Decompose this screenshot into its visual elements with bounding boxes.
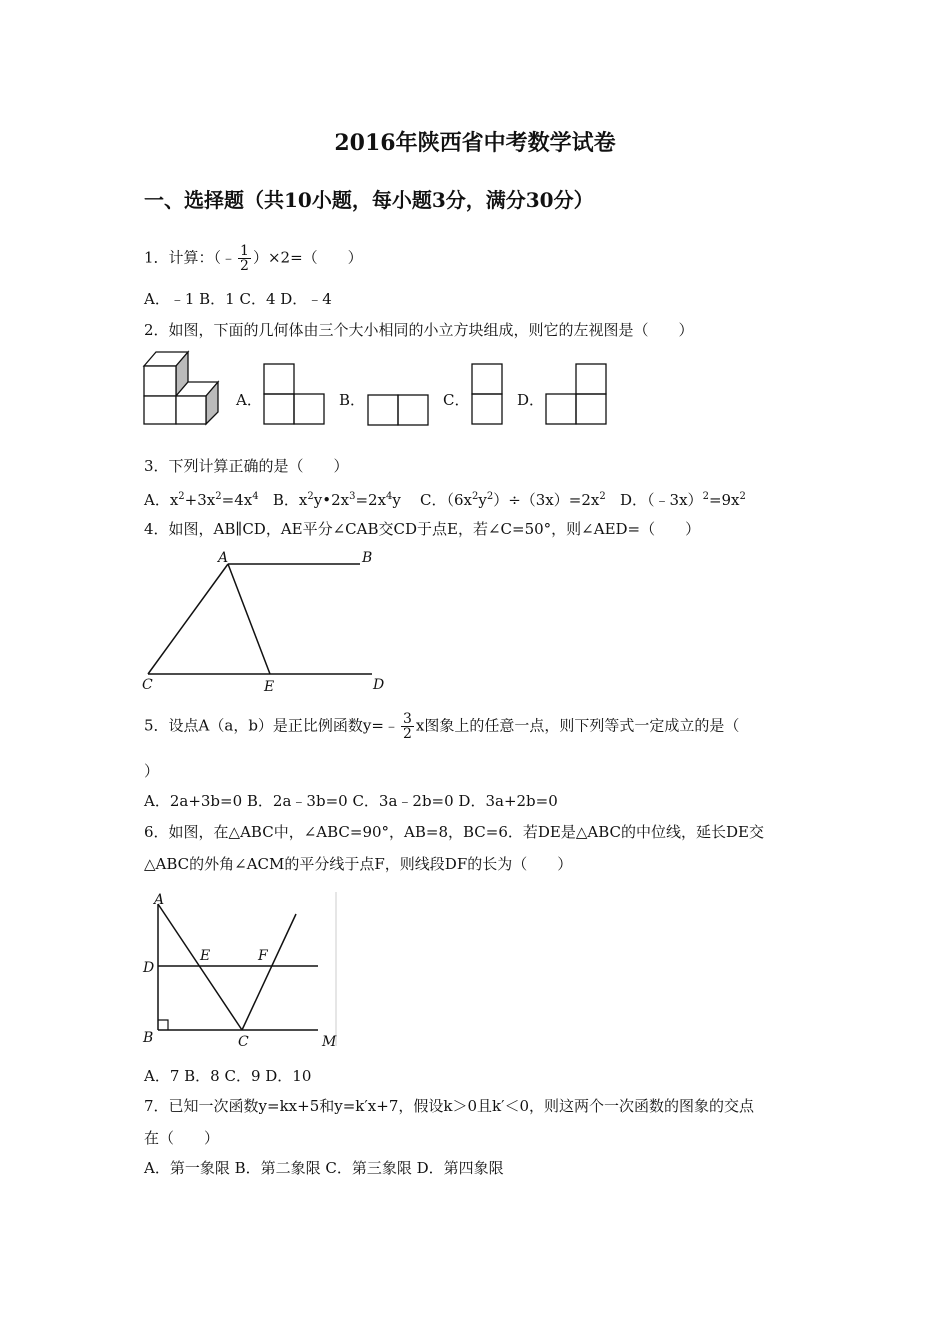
q1-stem-start: 1．计算：（﹣ [144,248,237,267]
q2-option-b-figure [366,393,430,427]
q2-option-d-label: D． [517,391,545,409]
label-f: F [258,948,268,964]
question-3-options [144,487,746,510]
question-6-stem-line2: △ABC的外角∠ACM的平分线于点F，则线段DF的长为（ ） [144,855,573,873]
q5-stem-end: x图象上的任意一点，则下列等式一定成立的是（ [415,716,740,735]
question-7-options: A．第一象限 B．第二象限 C．第三象限 D．第四象限 [144,1159,504,1177]
line-ac [148,564,228,674]
q3-option-c: C．$(6x^2y^2)\div(3x)=2x^2$ [419,491,606,509]
question-3-stem: 3．下列计算正确的是（ ） [144,457,349,475]
label-b: B [362,550,373,566]
q3-option-d: D．$(﹣3x)^2=9x^2$ [620,491,746,509]
label-e: E [200,948,211,964]
q2-option-c-label: C． [443,391,470,409]
line-cf [242,914,296,1030]
question-5-stem [144,712,739,741]
q1-frac-num: 1 [240,243,249,259]
q2-option-a-label: A． [236,391,262,409]
label-m: M [322,1034,337,1050]
q2-solid-figure [142,348,222,426]
question-1-stem [144,244,363,273]
q2-option-c-figure [470,362,504,426]
label-e: E [264,679,275,695]
q3-option-a: A．$x^2+3x^2=4x^4$ [144,491,259,509]
q4-figure [140,546,390,696]
label-b: B [143,1030,154,1046]
question-4-stem: 4．如图，AB∥CD，AE平分∠CAB交CD于点E，若∠C=50°，则∠AED=（ ） [144,520,701,538]
q2-option-d-figure [544,362,608,426]
q5-frac-num: 3 [402,711,412,727]
q1-frac-den: 2 [240,258,249,274]
q1-fraction [238,244,251,273]
label-a: A [218,550,229,566]
question-7-stem-line1: 7．已知一次函数y=kx+5和y=k′x+7，假设k＞0且k′＜0，则这两个一次函数的图象的交点 [144,1097,755,1115]
q6-figure [140,888,340,1050]
q1-stem-end: ）×2=（ ） [252,248,363,267]
question-6-stem-line1: 6．如图，在△ABC中，∠ABC=90°，AB=8，BC=6．若DE是△ABC的中位线，延长DE交 [144,823,764,841]
question-2-stem: 2．如图，下面的几何体由三个大小相同的小立方块组成，则它的左视图是（ ） [144,321,694,339]
q5-frac-den: 2 [402,726,412,742]
question-6-options: A．7 B．8 C．9 D．10 [144,1067,312,1085]
q3-option-b: B．$x^2y•2x^3=2x^4y$ [272,491,401,509]
q5-fraction [401,712,414,741]
label-c: C [238,1034,249,1050]
label-c: C [142,677,153,693]
label-d: D [373,677,385,693]
right-angle-mark [158,1020,168,1030]
line-ac [158,904,242,1030]
question-5-stem-cont: ） [144,762,160,780]
label-d: D [143,960,155,976]
label-a: A [154,892,165,908]
page-title: 2016年陕西省中考数学试卷 [334,130,616,156]
line-ae [228,564,270,674]
q5-stem-start: 5．设点A（a，b）是正比例函数y=﹣ [144,716,399,735]
q2-option-a-figure [262,362,326,426]
question-7-stem-line2: 在（ ） [144,1129,220,1147]
section-heading: 一、选择题（共10小题，每小题3分，满分30分） [144,188,594,212]
question-1-options: A．﹣1 B．1 C．4 D．﹣4 [144,290,332,308]
q2-option-b-label: B． [339,391,366,409]
question-5-options: A．2a+3b=0 B．2a﹣3b=0 C．3a﹣2b=0 D．3a+2b=0 [144,792,558,810]
